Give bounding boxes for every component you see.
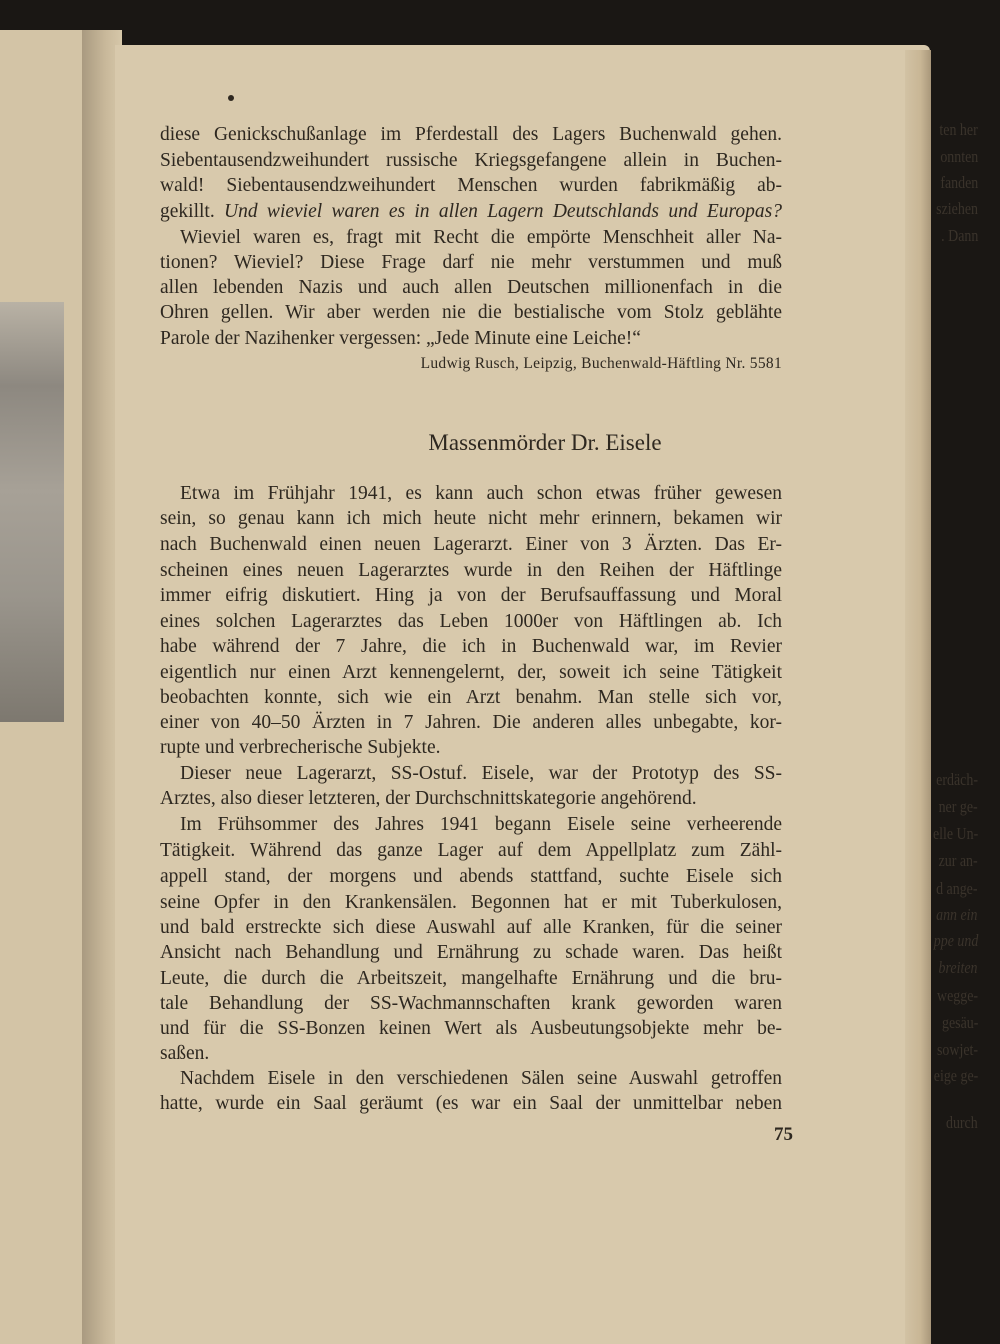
left-page-text-fragment: wegge- bbox=[936, 986, 978, 1005]
text-line-italic: Und wieviel waren es in allen Lagern Deutschlands und Europas? bbox=[224, 201, 783, 222]
left-page-text-fragment: . Dann bbox=[940, 226, 978, 245]
text-line-roman: Ohren gellen. Wir aber werden nie die bestialische vom Stolz geblähte bbox=[160, 302, 782, 323]
attribution: Ludwig Rusch, Leipzig, Buchenwald-Häftling Nr. 5581 bbox=[420, 355, 782, 372]
text-line bbox=[180, 227, 782, 249]
text-line: habe während der 7 Jahre, die ich in Buchenwald war, im Revier bbox=[160, 636, 782, 657]
page-number: 75 bbox=[774, 1124, 793, 1145]
text-line: Etwa im Frühjahr 1941, es kann auch schon etwas früher gewesen bbox=[180, 483, 782, 504]
text-line: Arztes, also dieser letzteren, der Durchschnittskategorie angehörend. bbox=[160, 788, 697, 809]
text-line: sein, so genau kann ich mich heute nicht mehr erinnern, bekamen wir bbox=[160, 508, 782, 529]
ink-dot bbox=[228, 95, 234, 101]
text-line-roman: Parole der Nazihenker vergessen: „Jede Minute eine Leiche!“ bbox=[160, 328, 641, 349]
left-page-text-fragment: eige ge- bbox=[933, 1066, 978, 1085]
left-page-text-fragment: onnten bbox=[940, 147, 978, 166]
left-page bbox=[0, 30, 82, 1344]
text-line: nach Buchenwald einen neuen Lagerarzt. Einer von 3 Ärzten. Das Er- bbox=[160, 534, 782, 555]
text-line-roman: diese Genickschußanlage im Pferdestall des Lagers Buchenwald gehen. bbox=[160, 124, 782, 145]
text-line: scheinen eines neuen Lagerarztes wurde in den Reihen der Häftlinge bbox=[160, 560, 782, 581]
text-line-roman: tionen? Wieviel? Diese Frage darf nie mehr verstummen und muß bbox=[160, 252, 782, 273]
text-line bbox=[160, 201, 782, 223]
text-line bbox=[160, 252, 782, 274]
left-page-text-fragment: ner ge- bbox=[938, 797, 978, 816]
text-line bbox=[160, 277, 782, 299]
text-line: immer eifrig diskutiert. Hing ja von der Berufsauffassung und Moral bbox=[160, 585, 782, 606]
text-line: und für die SS-Bonzen keinen Wert als Ausbeutungsobjekte mehr be- bbox=[160, 1018, 782, 1039]
left-page-text-fragment: ann ein bbox=[936, 905, 978, 924]
left-page-text-fragment: sowjet- bbox=[936, 1040, 978, 1059]
text-line: eigentlich nur einen Arzt kennengelernt, der, soweit ich seine Tätigkeit bbox=[160, 662, 782, 683]
text-line: appell stand, der morgens und abends stattfand, suchte Eisele sich bbox=[160, 866, 782, 887]
text-line-roman: Wieviel waren es, fragt mit Recht die empörte Menschheit aller Na- bbox=[180, 227, 782, 248]
left-page-text-fragment: sziehen bbox=[936, 199, 978, 218]
text-line: rupte und verbrecherische Subjekte. bbox=[160, 737, 441, 758]
text-line: einer von 40–50 Ärzten in 7 Jahren. Die anderen alles unbegabte, kor- bbox=[160, 712, 782, 733]
text-line: und bald erstreckte sich diese Auswahl auf alle Kranken, für die seiner bbox=[160, 917, 782, 938]
left-page-text-fragment: ppe und bbox=[933, 931, 978, 950]
page-edge bbox=[905, 50, 931, 1344]
text-line-roman: Siebentausendzweihundert russische Kriegsgefangene allein in Buchen- bbox=[160, 150, 782, 171]
left-page-text-fragment: breiten bbox=[939, 958, 978, 977]
text-line bbox=[160, 150, 782, 172]
text-line: Nachdem Eisele in den verschiedenen Sälen seine Auswahl getroffen bbox=[180, 1068, 782, 1089]
text-line bbox=[160, 124, 782, 146]
left-page-text-fragment: erdäch- bbox=[936, 770, 978, 789]
text-line-roman: allen lebenden Nazis und auch allen Deutschen millionenfach in die bbox=[160, 277, 782, 298]
text-line: Dieser neue Lagerarzt, SS-Ostuf. Eisele, war der Prototyp des SS- bbox=[180, 763, 782, 784]
text-line: Ansicht nach Behandlung und Ernährung zu schade waren. Das heißt bbox=[160, 942, 782, 963]
text-line bbox=[160, 328, 782, 350]
text-line: saßen. bbox=[160, 1043, 210, 1064]
text-line-roman: wald! Siebentausendzweihundert Menschen wurden fabrikmäßig ab- bbox=[160, 175, 782, 196]
text-line: seine Opfer in den Krankensälen. Begonnen hat er mit Tuberkulosen, bbox=[160, 892, 782, 913]
text-line: eines solchen Lagerarztes das Leben 1000er von Häftlingen ab. Ich bbox=[160, 611, 782, 632]
left-page-text-fragment: elle Un- bbox=[932, 824, 978, 843]
left-page-text-fragment: ten her bbox=[939, 120, 978, 139]
text-line-roman: gekillt. bbox=[160, 201, 215, 222]
left-page-text-fragment: fanden bbox=[940, 173, 978, 192]
left-page-text-fragment: gesäu- bbox=[941, 1013, 978, 1032]
text-line: Leute, die durch die Arbeitszeit, mangelhafte Ernährung und die bru- bbox=[160, 968, 782, 989]
left-page-text-fragment: d ange- bbox=[936, 879, 978, 898]
text-line: hatte, wurde ein Saal geräumt (es war ein Saal der unmittelbar neben bbox=[160, 1093, 782, 1114]
left-page-text-fragment: zur an- bbox=[938, 851, 978, 870]
text-line: tale Behandlung der SS-Wachmannschaften krank geworden waren bbox=[160, 993, 782, 1014]
text-line: Im Frühsommer des Jahres 1941 begann Eisele seine verheerende bbox=[180, 814, 782, 835]
text-line bbox=[160, 302, 782, 324]
text-line bbox=[160, 175, 782, 197]
left-page-photo bbox=[0, 302, 64, 722]
section-heading: Massenmörder Dr. Eisele bbox=[428, 430, 662, 455]
text-line: Tätigkeit. Während das ganze Lager auf dem Appellplatz zum Zähl- bbox=[160, 840, 782, 861]
text-line: beobachten konnte, sich wie ein Arzt benahm. Man stelle sich vor, bbox=[160, 687, 782, 708]
left-page-text-fragment: durch bbox=[946, 1113, 978, 1132]
